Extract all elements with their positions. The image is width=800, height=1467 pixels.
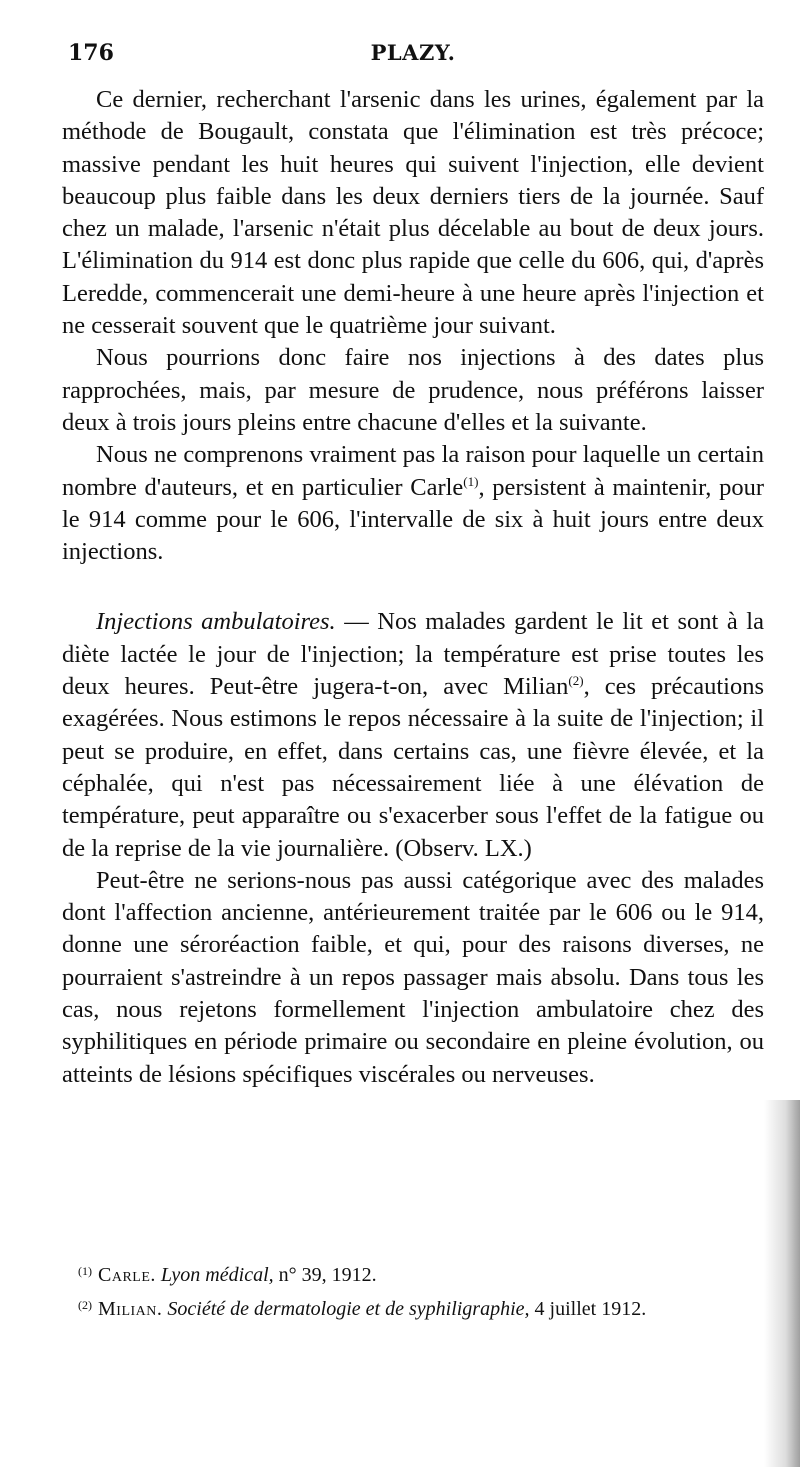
section-subtitle: Injections ambulatoires. — [96, 608, 336, 636]
footnote — [78, 1256, 758, 1290]
paragraph: Nous pourrions donc faire nos injections à des dates plus rapprochées, mais, par mesure de prudence, nous préférons laisser deux à trois jours pleins entre chacune d'elles et la suivante. — [62, 344, 764, 436]
footnotes — [78, 1256, 758, 1324]
paragraph-text: , persistent à maintenir, pour le 914 comme pour le 606, l'intervalle de six à huit jours entre deux injections. — [62, 473, 765, 566]
paragraph: Peut-être ne serions-nous pas aussi catégorique avec des malades dont l'affection ancienne, antérieurement traitée par le 606 ou le 914, donne une séroréaction faible, et qui, pour des raisons diverses, ne pourraient s'astreindre à un repos passager mais absolu. Dans tous les cas, nous rejetons formellement l'injection ambulatoire chez des syphilitiques en période primaire ou secondaire en pleine évolution, ou atteints de lésions spécifiques viscérales ou nerveuses. — [62, 866, 764, 1088]
footnote-rest: n° 39, 1912. — [273, 1264, 377, 1286]
paragraph-text: — Nos malades gardent le lit et sont à la diète lactée le jour de l'injection; la température est prise toutes les deux heures. Peut-être jugera-t-on, avec Milian — [62, 608, 764, 701]
footnote-ref: (2) — [568, 673, 584, 689]
body-text — [62, 84, 764, 1091]
footnote-author: Milian. — [98, 1298, 163, 1320]
paragraph: Ce dernier, recherchant l'arsenic dans les urines, également par la méthode de Bougault, constata que l'élimination est très précoce; massive pendant les huit heures qui suivent l'injection, elle devient beaucoup plus faible dans les deux derniers tiers de la journée. Sauf chez un malade, l'arsenic n'était plus décelable au bout de deux jours. L'élimination du 914 est donc plus rapide que celle du 606, qui, d'après Leredde, commencerait une demi-heure à une heure après l'injection et ne cesserait souvent que le quatrième jour suivant. — [62, 86, 764, 340]
paragraph-text: Nous ne comprenons vraiment pas la raison pour laquelle un certain nombre d'auteurs, et en particulier Carle — [62, 441, 764, 501]
footnote-mark: (2) — [78, 1298, 92, 1312]
paragraph — [62, 439, 764, 568]
paragraph — [62, 606, 764, 864]
page-number: 176 — [68, 40, 114, 66]
footnote-title: Lyon médical, — [160, 1264, 274, 1286]
footnote-mark: (1) — [78, 1264, 92, 1278]
footnote-author: Carle. — [98, 1264, 156, 1286]
footnote-rest: 4 juillet 1912. — [529, 1298, 647, 1320]
footnote-ref: (1) — [463, 473, 479, 489]
page-edge-shadow — [764, 1100, 800, 1467]
paragraph-text: , ces précautions exagérées. Nous estimons le repos nécessaire à la suite de l'injection; il peut se produire, en effet, dans certains cas, une fièvre élevée, et la céphalée, qui n'est pas nécessairement liée à une élévation de température, peut apparaître ou s'exacerber sous l'effet de la fatigue ou de la reprise de la vie journalière. (Observ. LX.) — [62, 673, 764, 862]
footnote-title: Société de dermatologie et de syphiligraphie, — [167, 1298, 530, 1320]
running-title: PLAZY. — [370, 40, 456, 65]
footnote — [78, 1290, 758, 1324]
page-header — [68, 40, 758, 70]
